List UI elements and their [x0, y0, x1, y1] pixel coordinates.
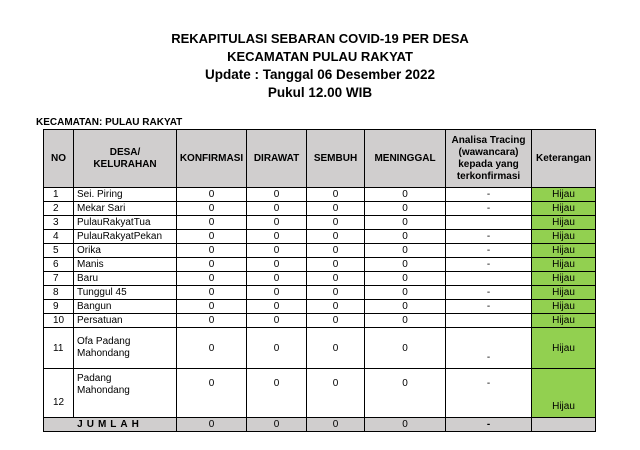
row-tracing: - — [446, 202, 532, 216]
row-desa: PulauRakyatPekan — [74, 230, 177, 244]
row-no: 5 — [44, 244, 74, 258]
row-desa — [74, 369, 177, 418]
row-status-badge: Hijau — [532, 202, 596, 216]
row-no: 8 — [44, 286, 74, 300]
header-sembuh: SEMBUH — [307, 130, 365, 188]
table-row — [44, 272, 596, 286]
row-meninggal: 0 — [365, 314, 446, 328]
title-update-date: Update : Tanggal 06 Desember 2022 — [204, 67, 436, 82]
row-meninggal: 0 — [365, 369, 446, 418]
row-konfirmasi: 0 — [177, 244, 247, 258]
row-desa: Mekar Sari — [74, 202, 177, 216]
row-status-badge: Hijau — [532, 314, 596, 328]
row-no: 12 — [44, 369, 74, 418]
total-keterangan — [532, 418, 596, 432]
table-row — [44, 202, 596, 216]
total-label: JUMLAH — [44, 418, 177, 432]
covid-recap-table — [43, 129, 596, 432]
row-status-badge: Hijau — [532, 216, 596, 230]
row-dirawat: 0 — [247, 244, 307, 258]
table-row — [44, 314, 596, 328]
row-konfirmasi: 0 — [177, 300, 247, 314]
row-konfirmasi: 0 — [177, 202, 247, 216]
row-sembuh: 0 — [307, 286, 365, 300]
row-desa: Bangun — [74, 300, 177, 314]
row-dirawat: 0 — [247, 328, 307, 369]
row-no: 6 — [44, 258, 74, 272]
row-tracing — [446, 314, 532, 328]
row-desa: Persatuan — [74, 314, 177, 328]
row-status-badge: Hijau — [532, 286, 596, 300]
row-dirawat: 0 — [247, 300, 307, 314]
row-no: 1 — [44, 188, 74, 202]
row-no: 3 — [44, 216, 74, 230]
title-line-1: REKAPITULASI SEBARAN COVID-19 PER DESA — [171, 31, 469, 46]
table-row — [44, 244, 596, 258]
row-meninggal: 0 — [365, 300, 446, 314]
row-tracing: - — [446, 369, 532, 418]
row-tracing — [446, 216, 532, 230]
row-no: 10 — [44, 314, 74, 328]
header-dirawat: DIRAWAT — [247, 130, 307, 188]
table-row — [44, 188, 596, 202]
row-status-badge: Hijau — [532, 328, 596, 369]
row-status-badge: Hijau — [532, 188, 596, 202]
row-meninggal: 0 — [365, 272, 446, 286]
kecamatan-label: KECAMATAN: PULAU RAKYAT — [36, 117, 183, 128]
row-no: 9 — [44, 300, 74, 314]
row-sembuh: 0 — [307, 188, 365, 202]
row-dirawat: 0 — [247, 272, 307, 286]
row-tracing: - — [446, 188, 532, 202]
row-status-badge: Hijau — [532, 272, 596, 286]
row-meninggal: 0 — [365, 202, 446, 216]
row-sembuh: 0 — [307, 369, 365, 418]
row-desa — [74, 328, 177, 369]
row-no: 11 — [44, 328, 74, 369]
total-konfirmasi: 0 — [177, 418, 247, 432]
row-desa: PulauRakyatTua — [74, 216, 177, 230]
row-sembuh: 0 — [307, 272, 365, 286]
row-meninggal: 0 — [365, 230, 446, 244]
row-konfirmasi: 0 — [177, 272, 247, 286]
header-desa — [74, 130, 177, 188]
row-meninggal: 0 — [365, 286, 446, 300]
row-dirawat: 0 — [247, 258, 307, 272]
row-desa-line-1: Padang — [77, 373, 112, 384]
table-row — [44, 369, 596, 418]
row-tracing: - — [446, 230, 532, 244]
table-row — [44, 230, 596, 244]
table-row — [44, 258, 596, 272]
total-sembuh: 0 — [307, 418, 365, 432]
table-total-row — [44, 418, 596, 432]
row-konfirmasi: 0 — [177, 216, 247, 230]
total-meninggal: 0 — [365, 418, 446, 432]
row-dirawat: 0 — [247, 188, 307, 202]
row-dirawat: 0 — [247, 216, 307, 230]
row-meninggal: 0 — [365, 244, 446, 258]
table-header-row — [44, 130, 596, 188]
row-sembuh: 0 — [307, 314, 365, 328]
row-desa-line-1: Ofa Padang — [77, 336, 131, 347]
row-no: 2 — [44, 202, 74, 216]
row-desa: Baru — [74, 272, 177, 286]
row-no: 4 — [44, 230, 74, 244]
header-desa-line-1: DESA/ — [109, 146, 141, 158]
table-row — [44, 216, 596, 230]
row-meninggal: 0 — [365, 258, 446, 272]
row-tracing: - — [446, 258, 532, 272]
row-sembuh: 0 — [307, 244, 365, 258]
row-sembuh: 0 — [307, 300, 365, 314]
row-konfirmasi: 0 — [177, 188, 247, 202]
row-sembuh: 0 — [307, 328, 365, 369]
row-no: 7 — [44, 272, 74, 286]
report-title — [0, 30, 640, 102]
title-time: Pukul 12.00 WIB — [267, 85, 373, 100]
row-tracing: - — [446, 300, 532, 314]
header-tracing-line-1: Analisa Tracing — [451, 134, 526, 146]
row-tracing — [446, 272, 532, 286]
row-status-badge: Hijau — [532, 258, 596, 272]
header-konfirmasi: KONFIRMASI — [177, 130, 247, 188]
header-tracing — [446, 130, 532, 188]
row-konfirmasi: 0 — [177, 258, 247, 272]
total-dirawat: 0 — [247, 418, 307, 432]
row-desa: Manis — [74, 258, 177, 272]
row-konfirmasi: 0 — [177, 314, 247, 328]
row-meninggal: 0 — [365, 188, 446, 202]
row-dirawat: 0 — [247, 202, 307, 216]
row-status-badge: Hijau — [532, 300, 596, 314]
row-meninggal: 0 — [365, 328, 446, 369]
header-tracing-line-2: (wawancara) — [458, 146, 519, 158]
header-tracing-line-3: kepada yang — [458, 158, 519, 170]
row-desa-line-2: Mahondang — [77, 385, 130, 396]
row-konfirmasi: 0 — [177, 230, 247, 244]
row-sembuh: 0 — [307, 230, 365, 244]
row-konfirmasi: 0 — [177, 369, 247, 418]
table-row — [44, 300, 596, 314]
header-tracing-line-4: terkonfirmasi — [456, 170, 521, 182]
row-status-badge: Hijau — [532, 369, 596, 418]
row-tracing: - — [446, 244, 532, 258]
row-status-badge: Hijau — [532, 244, 596, 258]
row-sembuh: 0 — [307, 216, 365, 230]
header-desa-line-2: KELURAHAN — [93, 158, 157, 170]
table-row — [44, 286, 596, 300]
row-konfirmasi: 0 — [177, 286, 247, 300]
row-meninggal: 0 — [365, 216, 446, 230]
row-sembuh: 0 — [307, 258, 365, 272]
row-dirawat: 0 — [247, 369, 307, 418]
row-desa-line-2: Mahondang — [77, 348, 130, 359]
row-konfirmasi: 0 — [177, 328, 247, 369]
table-row — [44, 328, 596, 369]
header-no: NO — [44, 130, 74, 188]
row-status-badge: Hijau — [532, 230, 596, 244]
row-tracing: - — [446, 328, 532, 369]
row-dirawat: 0 — [247, 314, 307, 328]
row-dirawat: 0 — [247, 286, 307, 300]
header-meninggal: MENINGGAL — [365, 130, 446, 188]
row-sembuh: 0 — [307, 202, 365, 216]
row-desa: Sei. Piring — [74, 188, 177, 202]
header-keterangan: Keterangan — [532, 130, 596, 188]
total-tracing: - — [446, 418, 532, 432]
row-desa: Tunggul 45 — [74, 286, 177, 300]
title-line-2: KECAMATAN PULAU RAKYAT — [227, 49, 413, 64]
row-desa: Orika — [74, 244, 177, 258]
row-tracing: - — [446, 286, 532, 300]
row-dirawat: 0 — [247, 230, 307, 244]
